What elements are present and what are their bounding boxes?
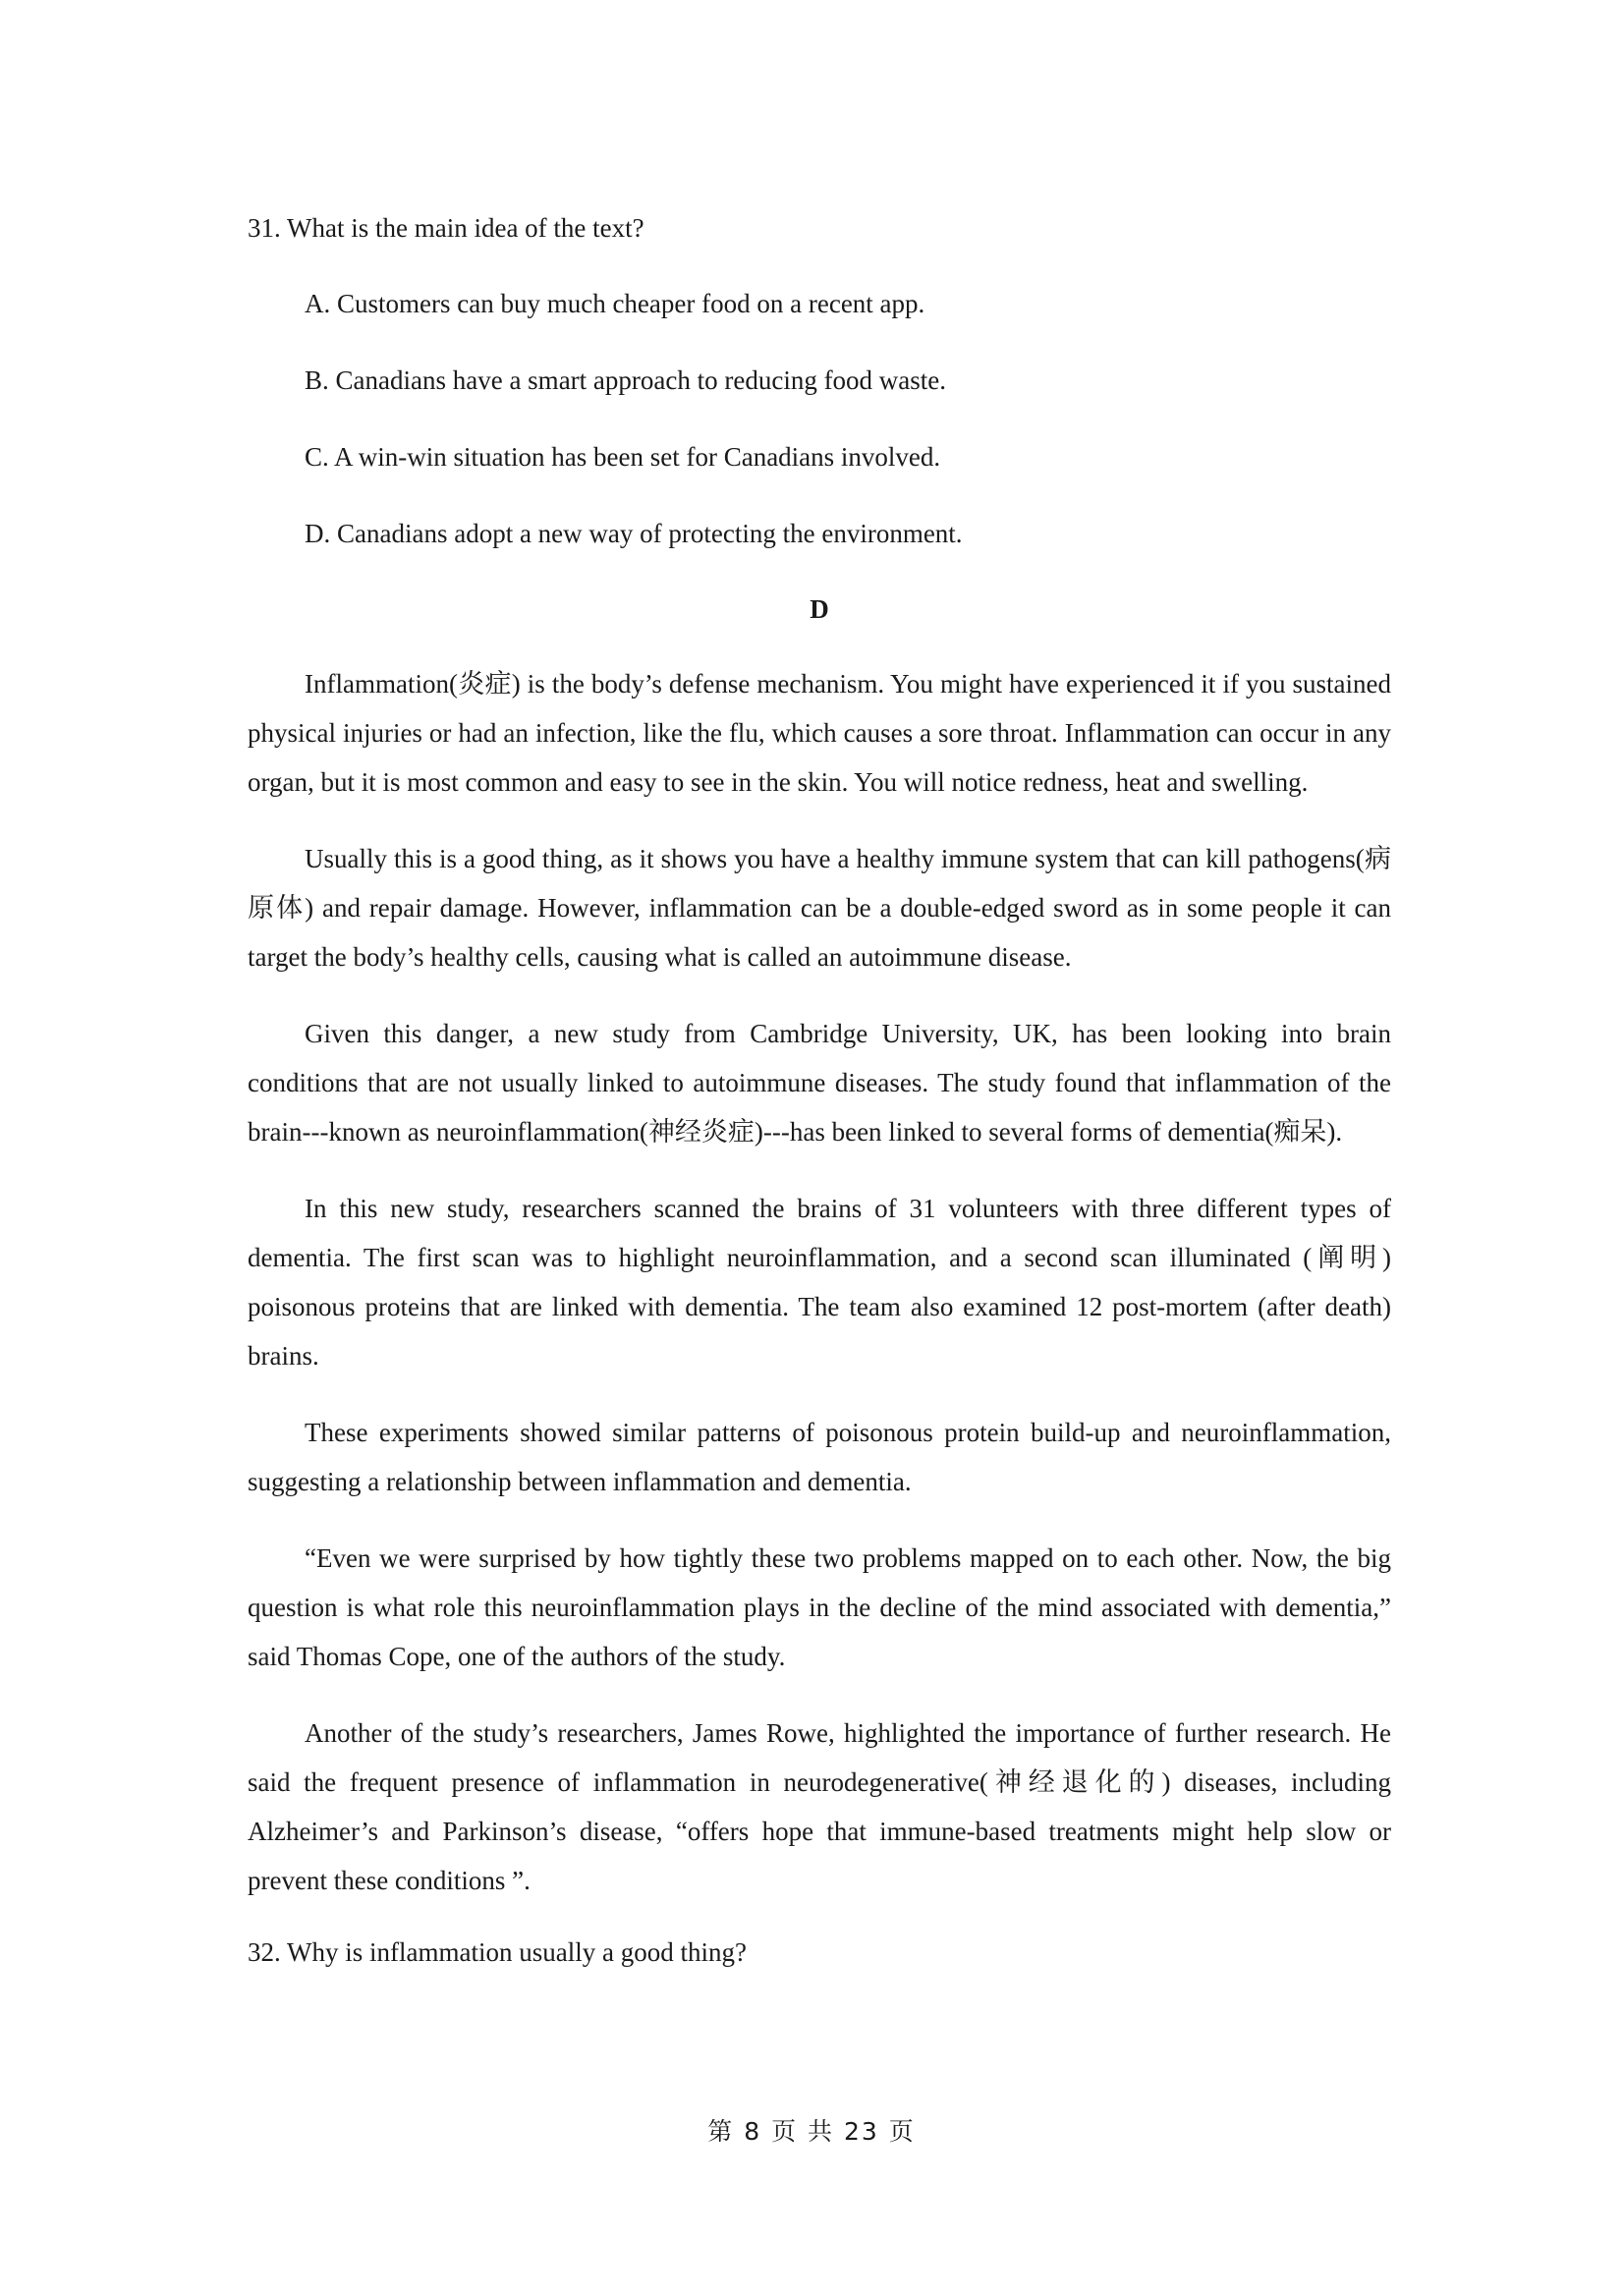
- passage-heading: D: [810, 594, 829, 624]
- question-31-option-c: C. A win-win situation has been set for Canadians involved.: [305, 442, 941, 472]
- question-31-stem: 31. What is the main idea of the text?: [248, 213, 644, 243]
- page-content: [248, 208, 1391, 1972]
- question-31-option-d: D. Canadians adopt a new way of protecting the environment.: [305, 519, 963, 548]
- passage-paragraph-6: “Even we were surprised by how tightly these two problems mapped on to each other. Now, the big question is what role this neuroinflammation plays in the decline of the mind associated with dementia,” said Thomas Cope, one of the authors of the study.: [248, 1543, 1391, 1671]
- passage-paragraph-2: Usually this is a good thing, as it shows you have a healthy immune system that can kill pathogens(病原体) and repair damage. However, inflammation can be a double-edged sword as in some people it can target the body’s healthy cells, causing what is called an autoimmune disease.: [248, 844, 1391, 972]
- question-31-option-b: B. Canadians have a smart approach to reducing food waste.: [305, 365, 947, 395]
- question-31-option-a: A. Customers can buy much cheaper food on a recent app.: [305, 289, 925, 318]
- passage-paragraph-1: Inflammation(炎症) is the body’s defense mechanism. You might have experienced it if you sustained physical injuries or had an infection, like the flu, which causes a sore throat. Inflammation can occur in any organ, but it is most common and easy to see in the skin. You will notice redness, heat and swelling.: [248, 669, 1391, 797]
- passage-paragraph-7: Another of the study’s researchers, James Rowe, highlighted the importance of further research. He said the frequent presence of inflammation in neurodegenerative(神经退化的) diseases, including Alzheimer’s and Parkinson’s disease, “offers hope that immune-based treatments might help slow or prevent these conditions ”.: [248, 1718, 1391, 1895]
- page-footer: 第 8 页 共 23 页: [707, 2117, 916, 2146]
- passage-paragraph-4: In this new study, researchers scanned the brains of 31 volunteers with three different types of dementia. The first scan was to highlight neuroinflammation, and a second scan illuminated (阐明) poisonous proteins that are linked with dementia. The team also examined 12 post-mortem (after death) brains.: [248, 1194, 1391, 1371]
- passage-paragraph-3: Given this danger, a new study from Cambridge University, UK, has been looking into brain conditions that are not usually linked to autoimmune diseases. The study found that inflammation of the brain---known as neuroinflammation(神经炎症)---has been linked to several forms of dementia(痴呆).: [248, 1019, 1391, 1147]
- passage-paragraph-5: These experiments showed similar patterns of poisonous protein build-up and neuroinflammation, suggesting a relationship between inflammation and dementia.: [248, 1418, 1391, 1496]
- question-32-stem: 32. Why is inflammation usually a good thing?: [248, 1937, 747, 1967]
